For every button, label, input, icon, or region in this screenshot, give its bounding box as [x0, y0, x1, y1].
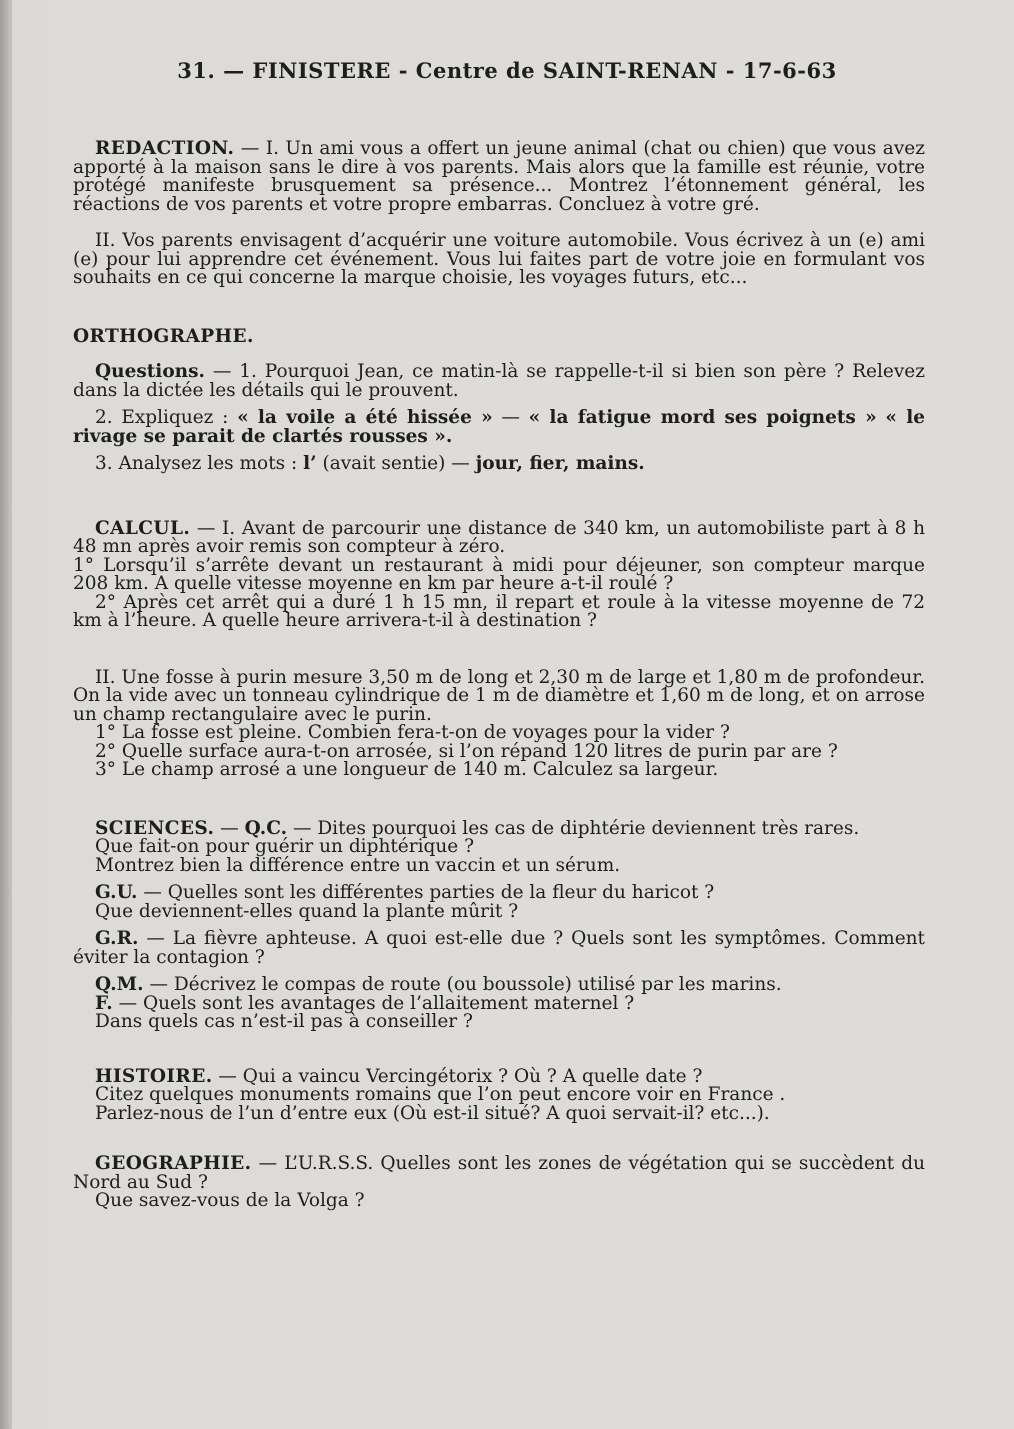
calcul-p2-q2: 2° Quelle surface aura-t-on arrosée, si l’on répand 120 litres de purin par are ?	[95, 740, 838, 762]
orthographe-q1-text: — 1. Pourquoi Jean, ce matin-là se rappelle-t-il si bien son père ? Relevez dans la dictée les détails qui le prouvent.	[73, 361, 925, 401]
orthographe-q1	[73, 363, 925, 400]
gu-label: G.U.	[95, 882, 138, 903]
q3-word-b: jour, fier, mains.	[475, 453, 645, 474]
histoire-text: — Qui a vaincu Vercingétorix ? Où ? A quelle date ?	[212, 1065, 703, 1087]
calcul-title: CALCUL.	[95, 517, 191, 539]
f-text: — Quels sont les avantages de l’allaitement maternel ?	[112, 992, 635, 1014]
qm-label: Q.M.	[95, 974, 144, 995]
orthographe-q2	[73, 409, 925, 446]
q2-prefix: 2. Expliquez :	[95, 407, 238, 428]
qc-label: Q.C.	[244, 817, 288, 839]
redaction-title: REDACTION.	[95, 138, 235, 159]
geographie-q1	[73, 1155, 925, 1192]
sciences-qc-l2: Que fait-on pour guérir un diphtérique ?	[95, 836, 475, 857]
calcul-p2-q1: 1° La fosse est pleine. Combien fera-t-on de voyages pour la vider ?	[95, 722, 730, 743]
q3-mid: (avait sentie) —	[316, 453, 476, 474]
calcul-p1-q1: 1° Lorsqu’il s’arrête devant un restaurant à midi pour déjeuner, son compteur marque 208 km. A quelle vitesse moyenne en km par heure a-t-il roulé ?	[73, 554, 925, 594]
qc-text: — Dites pourquoi les cas de diphtérie deviennent très rares.	[287, 817, 860, 839]
sciences-gu-l2: Que deviennent-elles quand la plante mûrit ?	[95, 900, 519, 922]
orthographe-section	[73, 325, 925, 347]
geographie-title: GEOGRAPHIE.	[95, 1153, 252, 1174]
qm-text: — Décrivez le compas de route (ou boussole) utilisé par les marins.	[143, 974, 782, 995]
geographie-text: — L’U.R.S.S. Quelles sont les zones de végétation qui se succèdent du Nord au Sud ?	[73, 1153, 925, 1193]
q2-quote-b: « la fatigue mord ses poignets »	[528, 407, 877, 428]
page-header: 31. — FINISTERE - Centre de SAINT-RENAN - 17-6-63	[177, 58, 837, 83]
q3-word-a: l’	[303, 453, 317, 474]
geographie-l2: Que savez-vous de la Volga ?	[95, 1190, 365, 1211]
gr-label: G.R.	[95, 928, 139, 949]
binding-edge	[0, 0, 12, 1429]
geographie-section	[73, 1155, 925, 1211]
sciences-qc-l3: Montrez bien la différence entre un vaccin et un sérum.	[95, 854, 621, 876]
histoire-l2: Citez quelques monuments romains que l’on peut encore voir en France .	[95, 1084, 786, 1105]
calcul-p2-q3: 3° Le champ arrosé a une longueur de 140 m. Calculez sa largeur.	[95, 759, 719, 780]
redaction-part1	[73, 140, 925, 214]
orthographe-q3	[73, 455, 925, 474]
f-label: F.	[95, 992, 113, 1014]
calcul-p1-intro-text: — I. Avant de parcourir une distance de 340 km, un automobiliste part à 8 h 48 mn après avoir remis son compteur à zéro.	[73, 517, 925, 557]
sciences-f-l2: Dans quels cas n’est-il pas à conseiller ?	[95, 1011, 473, 1032]
histoire-title: HISTOIRE.	[95, 1065, 213, 1087]
calcul-p1-intro	[73, 517, 925, 557]
orthographe-title: ORTHOGRAPHE.	[73, 325, 254, 347]
sciences-section	[73, 817, 925, 1032]
sciences-gr	[73, 930, 925, 967]
sciences-gu	[73, 884, 925, 903]
q3-prefix: 3. Analysez les mots :	[95, 453, 304, 474]
questions-label: Questions.	[95, 361, 205, 382]
q2-quote-c: « le rivage se parait de clartés rousses ».	[73, 407, 925, 447]
q2-sep1: —	[492, 407, 529, 428]
redaction-part1-text: — I. Un ami vous a offert un jeune animal (chat ou chien) que vous avez apporté à la maison sans le dire à vos parents. Mais alors que la famille est réunie, votre protégé manifeste brusquement sa présence... Montrez l’étonnement général, les réactions de vos parents et votre propre embarras. Concluez à votre gré.	[73, 138, 925, 215]
histoire-section	[73, 1065, 925, 1124]
sciences-title: SCIENCES.	[95, 817, 215, 839]
calcul-p2-intro: II. Une fosse à purin mesure 3,50 m de long et 2,30 m de large et 1,80 m de profondeur. On la vide avec un tonneau cylindrique de 1 m de diamètre et 1,60 m de long, et on arrose un champ rectangulaire avec le purin.	[73, 666, 925, 725]
calcul-p1-q2: 2° Après cet arrêt qui a duré 1 h 15 mn, il repart et roule à la vitesse moyenne de 72 km à l’heure. A quelle heure arrivera-t-il à destination ?	[73, 591, 925, 631]
calcul-part1	[73, 517, 925, 631]
q2-quote-a: « la voile a été hissée »	[237, 407, 493, 428]
redaction-part2: II. Vos parents envisagent d’acquérir une voiture automobile. Vous écrivez à un (e) ami (e) pour lui apprendre cet événement. Vous lui faites part de votre joie en formulant vos souhaits en ce qui concerne la marque choisie, les voyages futurs, etc...	[73, 230, 925, 288]
calcul-part2	[73, 666, 925, 780]
gu-text: — Quelles sont les différentes parties de la fleur du haricot ?	[137, 882, 715, 903]
gr-text: — La fièvre aphteuse. A quoi est-elle due ? Quels sont les symptômes. Comment éviter la contagion ?	[73, 928, 925, 968]
histoire-l3: Parlez-nous de l’un d’entre eux (Où est-il situé? A quoi servait-il? etc...).	[95, 1102, 770, 1124]
sciences-qc: SCIENCES. — Q.C. — Dites pourquoi les cas de diphtérie deviennent très rares.	[95, 817, 860, 839]
exam-content	[73, 140, 925, 1211]
